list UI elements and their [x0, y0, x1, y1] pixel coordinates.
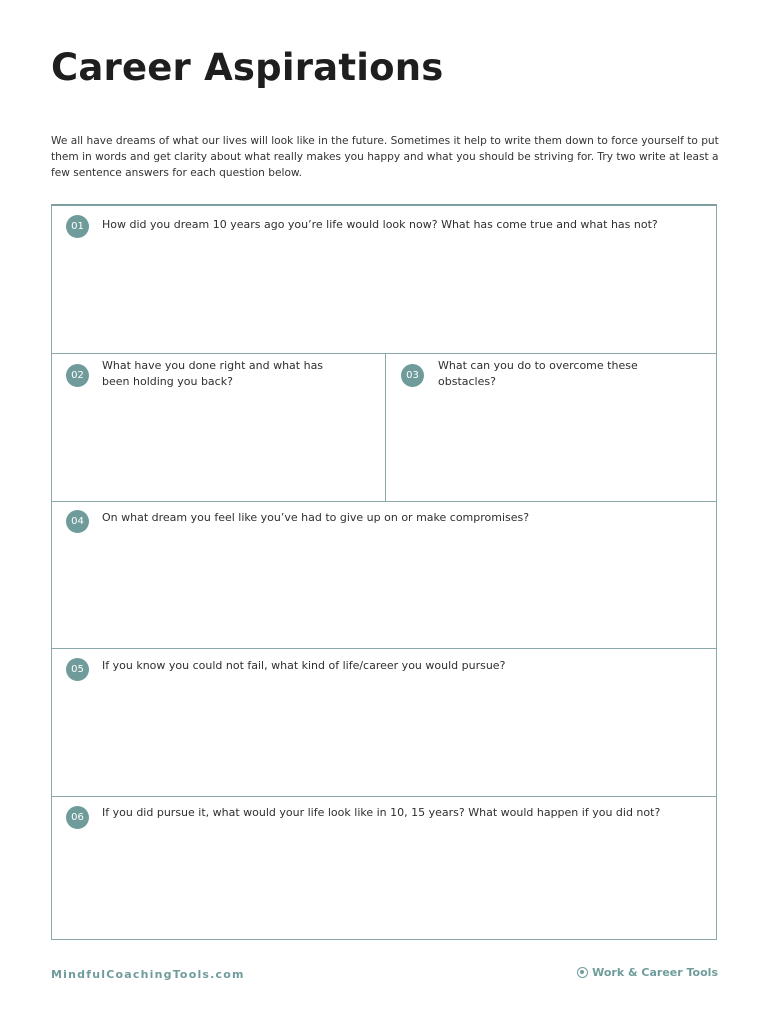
question-grid	[51, 204, 717, 940]
question-number-badge: 05	[66, 658, 89, 681]
footer-site-link[interactable]: MindfulCoachingTools.com	[51, 968, 245, 981]
question-2-cell[interactable]	[52, 354, 385, 501]
question-3-cell[interactable]	[386, 354, 716, 501]
question-4-cell[interactable]	[52, 502, 716, 648]
question-1-cell[interactable]	[52, 206, 716, 353]
footer-category-label: Work & Career Tools	[592, 966, 718, 979]
question-number-badge: 03	[401, 364, 424, 387]
question-3-text: What can you do to overcome these obstacles?	[438, 359, 638, 388]
question-1-text: How did you dream 10 years ago you’re life would look now? What has come true and what has not?	[102, 218, 658, 231]
question-5-text: If you know you could not fail, what kind of life/career you would pursue?	[102, 659, 506, 672]
question-4-text: On what dream you feel like you’ve had to give up on or make compromises?	[102, 511, 530, 524]
question-6-cell[interactable]	[52, 797, 716, 940]
footer-category	[577, 966, 718, 979]
question-number-badge: 04	[66, 510, 89, 533]
question-number-badge: 02	[66, 364, 89, 387]
question-number-badge: 06	[66, 806, 89, 829]
title-highlight: Aspirations	[204, 44, 443, 92]
title-plain: Career	[51, 46, 205, 89]
question-2-text: What have you done right and what has been holding you back?	[102, 359, 324, 388]
question-number-badge: 01	[66, 215, 89, 238]
page-title	[51, 44, 444, 92]
question-6-text: If you did pursue it, what would your life look like in 10, 15 years? What would happen if you did not?	[102, 806, 661, 819]
target-icon	[577, 967, 588, 978]
question-5-cell[interactable]	[52, 649, 716, 796]
intro-paragraph: We all have dreams of what our lives will look like in the future. Sometimes it help to write them down to force yourself to put them in words and get clarity about what really makes you happy and what you should be striving for. Try two write at least a few sentence answers for each question below.	[51, 135, 719, 179]
